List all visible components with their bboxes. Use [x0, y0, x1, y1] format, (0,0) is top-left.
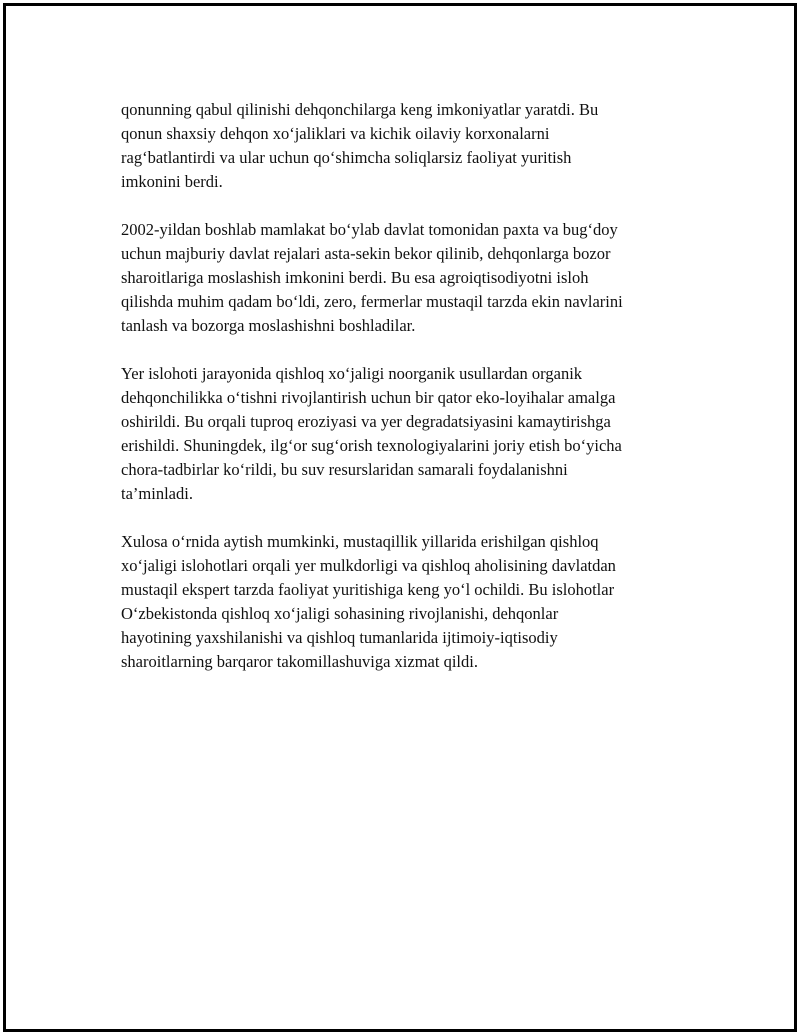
text-line: ta’minladi.	[121, 484, 193, 503]
text-line: uchun majburiy davlat rejalari asta-sekin bekor qilinib, dehqonlarga bozor	[121, 244, 611, 263]
text-line: dehqonchilikka o‘tishni rivojlantirish uchun bir qator eko-loyihalar amalga	[121, 388, 616, 407]
text-line: xo‘jaligi islohotlari orqali yer mulkdorligi va qishloq aholisining davlatdan	[121, 556, 616, 575]
text-line: chora-tadbirlar ko‘rildi, bu suv resurslaridan samarali foydalanishni	[121, 460, 568, 479]
document-body	[121, 98, 701, 698]
paragraph-4	[121, 530, 701, 674]
text-line: qilishda muhim qadam bo‘ldi, zero, fermerlar mustaqil tarzda ekin navlarini	[121, 292, 623, 311]
paragraph-1	[121, 98, 701, 194]
text-line: Yer islohoti jarayonida qishloq xo‘jaligi noorganik usullardan organik	[121, 364, 583, 383]
text-line: sharoitlariga moslashish imkonini berdi. Bu esa agroiqtisodiyotni isloh	[121, 268, 589, 287]
paragraph-2	[121, 218, 701, 338]
text-line: 2002-yildan boshlab mamlakat bo‘ylab davlat tomonidan paxta va bug‘doy	[121, 220, 618, 239]
page-frame	[3, 3, 797, 1032]
text-line: hayotining yaxshilanishi va qishloq tumanlarida ijtimoiy-iqtisodiy	[121, 628, 558, 647]
text-line: O‘zbekistonda qishloq xo‘jaligi sohasining rivojlanishi, dehqonlar	[121, 604, 559, 623]
text-line: rag‘batlantirdi va ular uchun qo‘shimcha soliqlarsiz faoliyat yuritish	[121, 148, 572, 167]
paragraph-3	[121, 362, 701, 506]
text-line: qonun shaxsiy dehqon xo‘jaliklari va kichik oilaviy korxonalarni	[121, 124, 550, 143]
text-line: oshirildi. Bu orqali tuproq eroziyasi va yer degradatsiyasini kamaytirishga	[121, 412, 611, 431]
text-line: sharoitlarning barqaror takomillashuviga xizmat qildi.	[121, 652, 478, 671]
text-line: Xulosa o‘rnida aytish mumkinki, mustaqillik yillarida erishilgan qishloq	[121, 532, 599, 551]
text-line: erishildi. Shuningdek, ilg‘or sug‘orish texnologiyalarini joriy etish bo‘yicha	[121, 436, 622, 455]
text-line: mustaqil ekspert tarzda faoliyat yuritishiga keng yo‘l ochildi. Bu islohotlar	[121, 580, 615, 599]
text-line: imkonini berdi.	[121, 172, 223, 191]
text-line: qonunning qabul qilinishi dehqonchilarga keng imkoniyatlar yaratdi. Bu	[121, 100, 599, 119]
text-line: tanlash va bozorga moslashishni boshladilar.	[121, 316, 416, 335]
